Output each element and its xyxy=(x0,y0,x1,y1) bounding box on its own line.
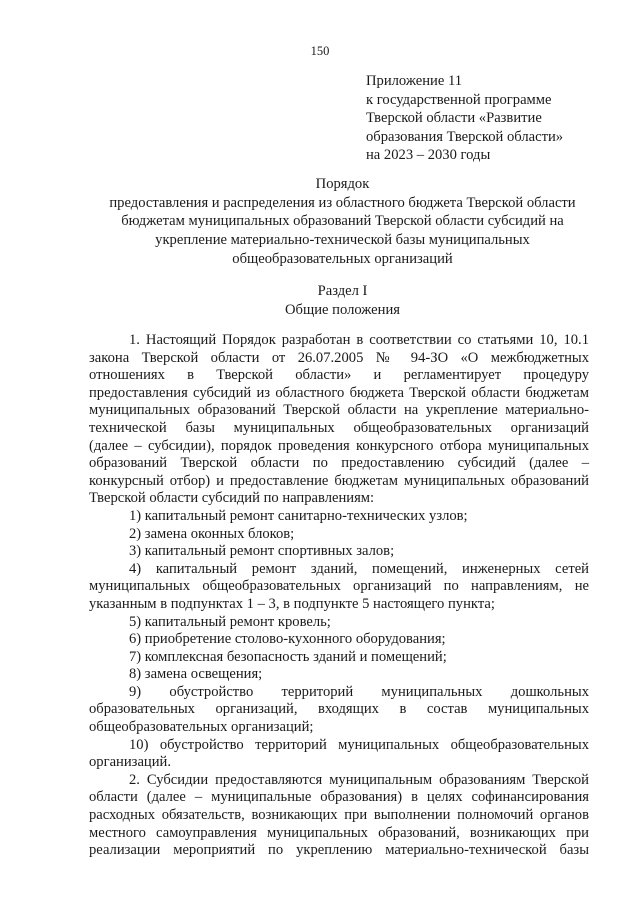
title-line: укрепление материально-технической базы муниципальных xyxy=(155,232,530,249)
paragraph-line: конкурсный отбор) и предоставление бюджетам муниципальных образований xyxy=(89,472,589,489)
appendix-line: Приложение 11 xyxy=(366,73,463,89)
list-item-continuation: общеобразовательных организаций; xyxy=(89,719,314,736)
appendix-line: к государственной программе xyxy=(366,91,552,108)
list-item: 1) капитальный ремонт санитарно-технических узлов; xyxy=(129,507,468,524)
list-item: 8) замена освещения; xyxy=(129,666,263,683)
paragraph-line: образований Тверской области по предоставлению субсидий (далее – xyxy=(89,455,589,472)
paragraph-line: области (далее – муниципальные образования) в целях софинансирования xyxy=(89,789,589,806)
list-item: 6) приобретение столово-кухонного оборудования; xyxy=(129,631,446,648)
list-item-continuation: образовательных организаций, входящих в состав муниципальных xyxy=(89,701,589,718)
title-line: бюджетам муниципальных образований Тверской области субсидий на xyxy=(121,213,564,230)
title-line: общеобразовательных организаций xyxy=(232,250,453,267)
appendix-line: на 2023 – 2030 годы xyxy=(366,147,491,163)
section-name: Общие положения xyxy=(285,301,400,318)
list-item: 9) обустройство территорий муниципальных дошкольных xyxy=(129,683,589,700)
list-item: 10) обустройство территорий муниципальных общеобразовательных xyxy=(129,736,589,753)
page-number: 150 xyxy=(310,44,330,58)
paragraph-line: 2. Субсидии предоставляются муниципальным образованиям Тверской xyxy=(129,771,589,788)
list-item: 2) замена оконных блоков; xyxy=(129,525,295,542)
list-item-continuation: указанным в подпунктах 1 – 3, в подпункте 5 настоящего пункта; xyxy=(89,595,495,612)
appendix-line: образования Тверской области» xyxy=(366,128,564,145)
list-item: 3) капитальный ремонт спортивных залов; xyxy=(129,543,395,560)
list-item: 4) капитальный ремонт зданий, помещений, инженерных сетей xyxy=(129,560,589,577)
title-heading: Порядок xyxy=(315,176,370,192)
document-title xyxy=(0,175,640,269)
paragraph-line: местного самоуправления муниципальных образований, возникающих при xyxy=(89,824,589,841)
list-item-continuation: организаций. xyxy=(89,754,171,771)
list-item: 7) комплексная безопасность зданий и помещений; xyxy=(129,648,447,665)
section-number: Раздел I xyxy=(317,283,368,299)
paragraph-line: (далее – субсидии), порядок проведения конкурсного отбора муниципальных xyxy=(89,437,589,454)
list-item: 5) капитальный ремонт кровель; xyxy=(129,613,331,630)
paragraph-line: Тверской области субсидий по направлениям: xyxy=(89,490,375,507)
paragraph-line: муниципальных образований Тверской области на укрепление материально- xyxy=(89,402,589,419)
paragraph-line: технической базы муниципальных общеобразовательных организаций xyxy=(89,419,589,436)
section-heading xyxy=(0,282,640,319)
paragraph-line: закона Тверской области от 26.07.2005 № 94-ЗО «О межбюджетных xyxy=(89,349,589,366)
appendix-note xyxy=(366,72,616,165)
appendix-line: Тверской области «Развитие xyxy=(366,110,542,126)
paragraph-line: предоставления субсидий из областного бюджета Тверской области бюджетам xyxy=(89,384,589,401)
body-text xyxy=(89,332,589,860)
title-line: предоставления и распределения из областного бюджета Тверской области xyxy=(109,194,576,211)
paragraph-line: расходных обязательств, возникающих при выполнении полномочий органов xyxy=(89,807,589,824)
paragraph-line: отношениях в Тверской области» и регламентирует процедуру xyxy=(89,367,589,384)
list-item-continuation: муниципальных общеобразовательных организаций по направлениям, не xyxy=(89,578,589,595)
paragraph-line: 1. Настоящий Порядок разработан в соответствии со статьями 10, 10.1 xyxy=(129,332,589,348)
paragraph-line: реализации мероприятий по укреплению материально-технической базы xyxy=(89,842,589,859)
